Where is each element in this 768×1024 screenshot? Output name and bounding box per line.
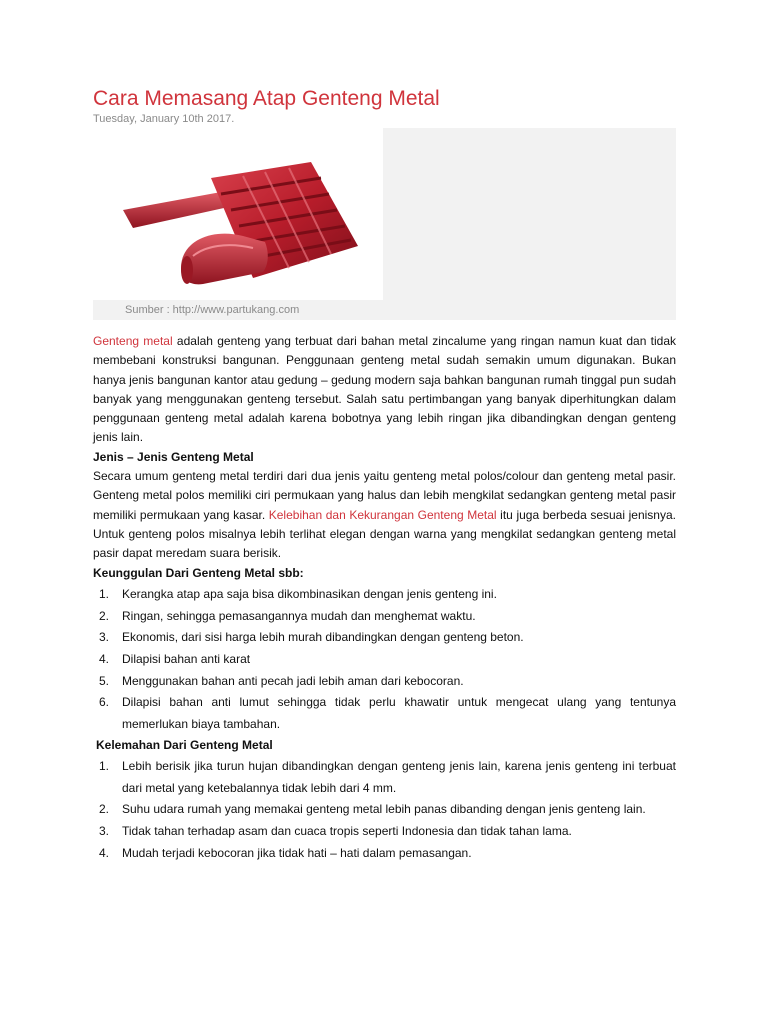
list-item <box>93 649 676 671</box>
list-item <box>93 606 676 628</box>
heading-kelemahan: Kelemahan Dari Genteng Metal <box>96 737 273 752</box>
list-item <box>93 843 676 865</box>
genteng-metal-link[interactable]: Genteng metal <box>93 334 173 348</box>
list-number: 1. <box>99 759 110 774</box>
list-text: Dilapisi bahan anti lumut sehingga tidak perlu khawatir untuk mengecat ulang yang tentunya memerlukan biaya tambahan. <box>122 695 676 732</box>
article-figure <box>93 128 676 320</box>
kelebihan-kekurangan-link[interactable]: Kelebihan dan Kekurangan Genteng Metal <box>268 507 497 522</box>
list-text: Ekonomis, dari sisi harga lebih murah dibandingkan dengan genteng beton. <box>122 630 524 645</box>
article-date: Tuesday, January 10th 2017. <box>93 113 235 125</box>
article <box>93 86 676 865</box>
intro-text: adalah genteng yang terbuat dari bahan metal zincalume yang ringan namun kuat dan tidak membebani konstruksi bangunan. Penggunaan genteng metal sudah semakin umum digunakan. Bukan hanya jenis bangunan kantor atau gedung – gedung modern saja bahkan bangunan rumah tinggal pun sudah banyak yang menggunakan genteng tersebut. Salah satu pertimbangan yang banyak diperhitungkan dalam penggunaan genteng metal adalah karena bobotnya yang lebih ringan jika dibandingkan dengan genteng jenis lain. <box>93 334 677 445</box>
list-text: Ringan, sehingga pemasangannya mudah dan menghemat waktu. <box>122 608 476 623</box>
keunggulan-list <box>93 584 676 736</box>
list-number: 3. <box>99 824 110 839</box>
metal-roof-tile-illustration <box>93 128 383 300</box>
ridge-flashing-shape <box>123 192 233 228</box>
list-number: 6. <box>99 695 110 710</box>
list-text: Tidak tahan terhadap asam dan cuaca tropis seperti Indonesia dan tidak tahan lama. <box>122 824 572 839</box>
jenis-paragraph <box>93 467 676 563</box>
list-number: 2. <box>99 608 110 623</box>
list-item <box>93 799 676 821</box>
list-number: 4. <box>99 651 110 666</box>
list-item <box>93 627 676 649</box>
list-item <box>93 756 676 799</box>
heading-keunggulan: Keunggulan Dari Genteng Metal sbb: <box>93 565 304 580</box>
list-text: Menggunakan bahan anti pecah jadi lebih aman dari kebocoran. <box>122 673 464 688</box>
jenis-text-a: Secara umum genteng metal terdiri dari dua jenis yaitu genteng metal polos/colour dan genteng metal pasir. Genteng metal polos memiliki ciri permukaan yang halus dan lebih mengkilat sedangkan genteng metal pasir memiliki permukaan yang kasar. <box>93 469 676 522</box>
list-item <box>93 821 676 843</box>
list-text: Suhu udara rumah yang memakai genteng metal lebih panas dibanding dengan jenis genteng lain. <box>122 802 646 817</box>
image-caption: Sumber : http://www.partukang.com <box>125 304 300 316</box>
article-title: Cara Memasang Atap Genteng Metal <box>93 87 440 110</box>
intro-paragraph <box>93 332 676 448</box>
metal-roof-tile-image <box>93 128 383 300</box>
list-text: Mudah terjadi kebocoran jika tidak hati – hati dalam pemasangan. <box>122 845 472 860</box>
list-number: 3. <box>99 630 110 645</box>
jenis-text-b: itu juga berbeda sesuai jenisnya. Untuk genteng polos misalnya lebih terlihat elegan dengan warna yang mengkilat sedangkan genteng metal pasir dapat meredam suara berisik. <box>93 507 676 561</box>
list-number: 4. <box>99 845 110 860</box>
list-text: Dilapisi bahan anti karat <box>122 651 251 666</box>
list-number: 1. <box>99 586 110 601</box>
kelemahan-list <box>93 756 676 865</box>
ridge-cap-end <box>181 256 193 284</box>
heading-jenis: Jenis – Jenis Genteng Metal <box>93 449 254 464</box>
article-body <box>93 332 676 865</box>
list-number: 2. <box>99 802 110 817</box>
list-text: Kerangka atap apa saja bisa dikombinasikan dengan jenis genteng ini. <box>122 586 497 601</box>
list-item <box>93 584 676 606</box>
list-item <box>93 692 676 735</box>
list-text: Lebih berisik jika turun hujan dibandingkan dengan genteng jenis lain, karena jenis genteng ini terbuat dari metal yang ketebalannya tidak lebih dari 4 mm. <box>122 759 676 795</box>
list-item <box>93 671 676 693</box>
list-number: 5. <box>99 673 110 688</box>
